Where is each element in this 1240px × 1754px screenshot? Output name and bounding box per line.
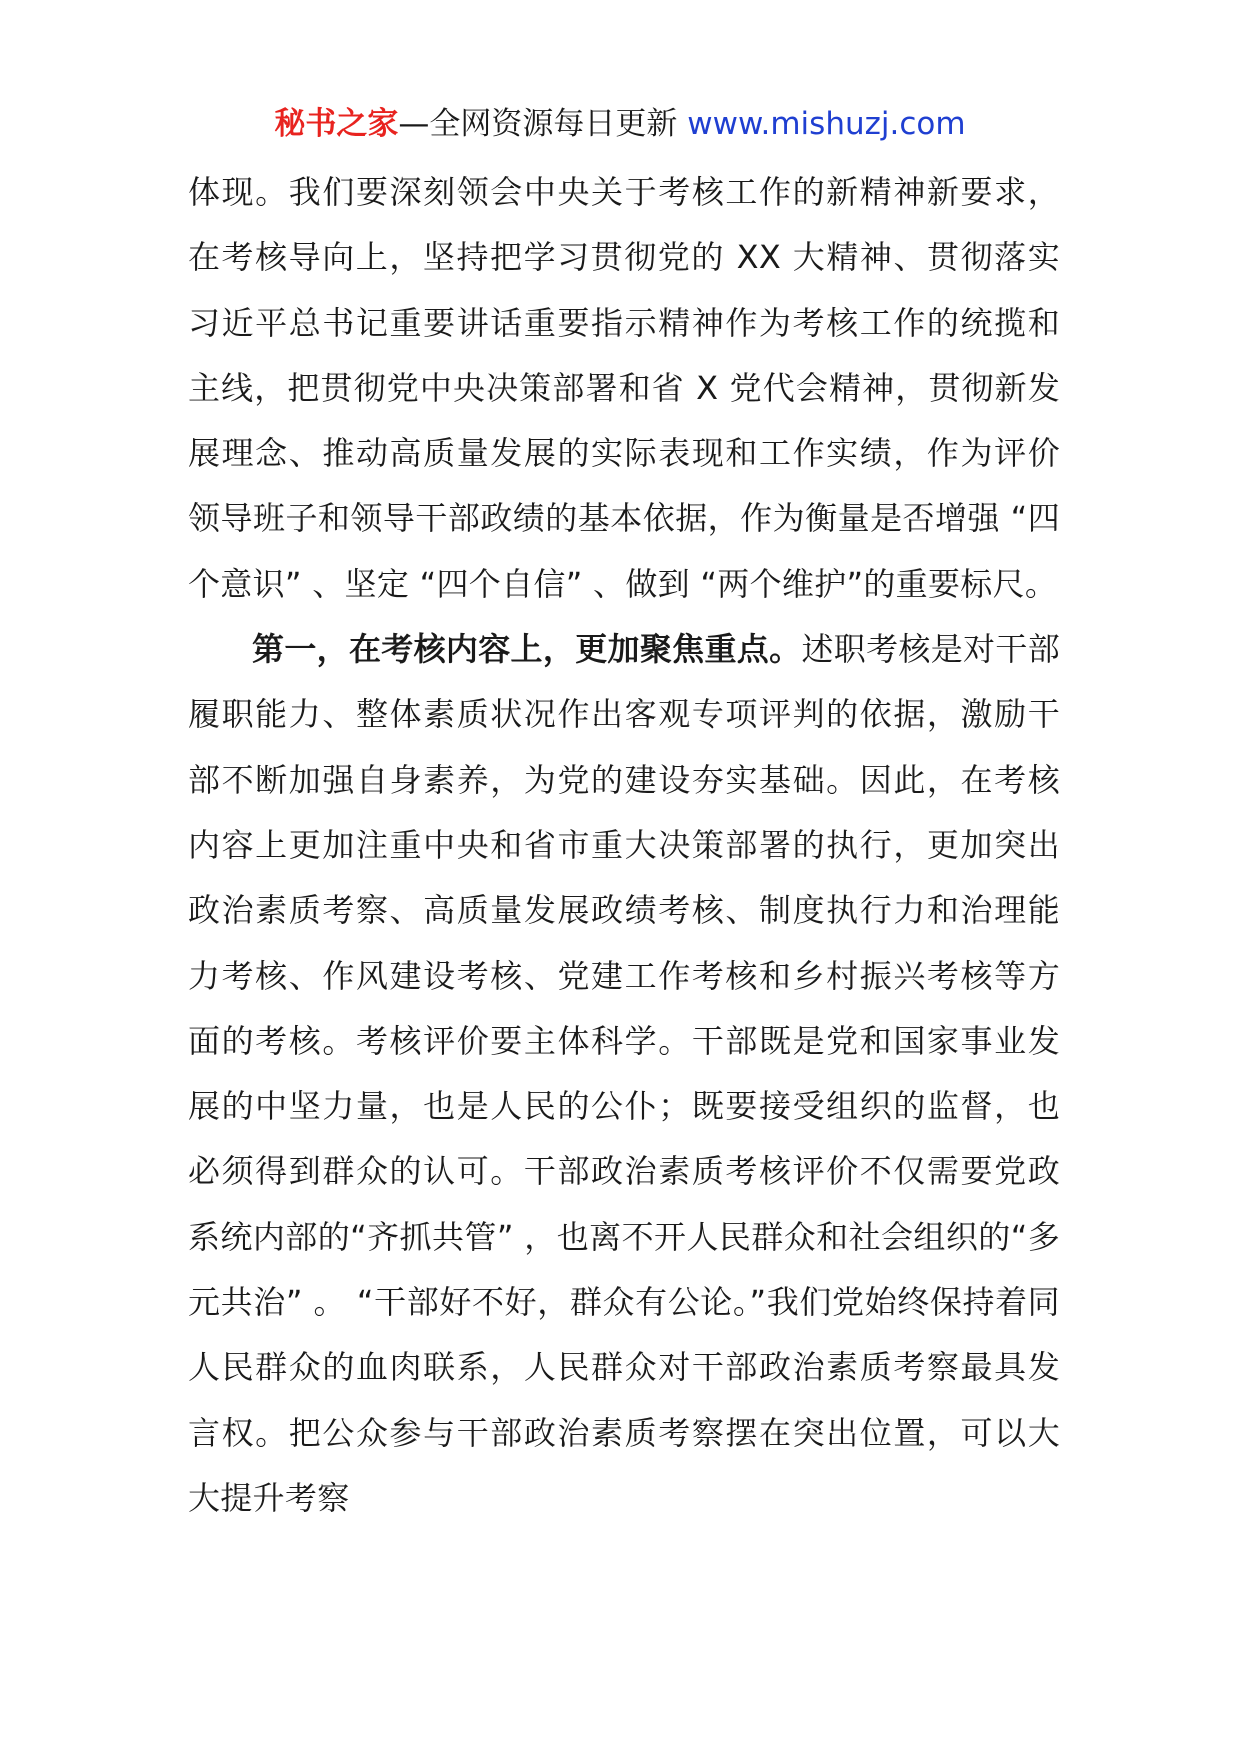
paragraph-lead-heading: 第一，在考核内容上，更加聚焦重点。	[252, 630, 802, 669]
paragraph-point-one	[188, 617, 1060, 1531]
site-header	[0, 100, 1240, 148]
site-tagline: —全网资源每日更新	[398, 106, 688, 142]
site-url-link[interactable]: www.mishuzj.com	[687, 106, 966, 142]
paragraph-body-text: 述职考核是对干部履职能力、整体素质状况作出客观专项评判的依据，激励干部不断加强自身素养，为党的建设夯实基础。因此，在考核内容上更加注重中央和省市重大决策部署的执行，更加突出政治素质考察、高质量发展政绩考核、制度执行力和治理能力考核、作风建设考核、党建工作考核和乡村振兴考核等方面的考核。考核评价要主体科学。干部既是党和国家事业发展的中坚力量，也是人民的公仆；既要接受组织的监督，也必须得到群众的认可。干部政治素质考核评价不仅需要党政系统内部的“齐抓共管” ，也离不开人民群众和社会组织的“多元共治” 。 “干部好不好，群众有公论。”我们党始终保持着同人民群众的血肉联系，人民群众对干部政治素质考察最具发言权。把公众参与干部政治素质考察摆在突出位置，可以大大提升考察	[188, 630, 1060, 1517]
site-brand: 秘书之家	[274, 106, 399, 142]
paragraph-continuation: 体现。我们要深刻领会中央关于考核工作的新精神新要求，在考核导向上，坚持把学习贯彻党的 XX 大精神、贯彻落实习近平总书记重要讲话重要指示精神作为考核工作的统揽和主线，把贯彻党中央决策部署和省 X 党代会精神，贯彻新发展理念、推动高质量发展的实际表现和工作实绩，作为评价领导班子和领导干部政绩的基本依据，作为衡量是否增强 “四个意识” 、坚定 “四个自信” 、做到 “两个维护”的重要标尺。	[188, 173, 1060, 603]
document-body	[188, 160, 1060, 1531]
